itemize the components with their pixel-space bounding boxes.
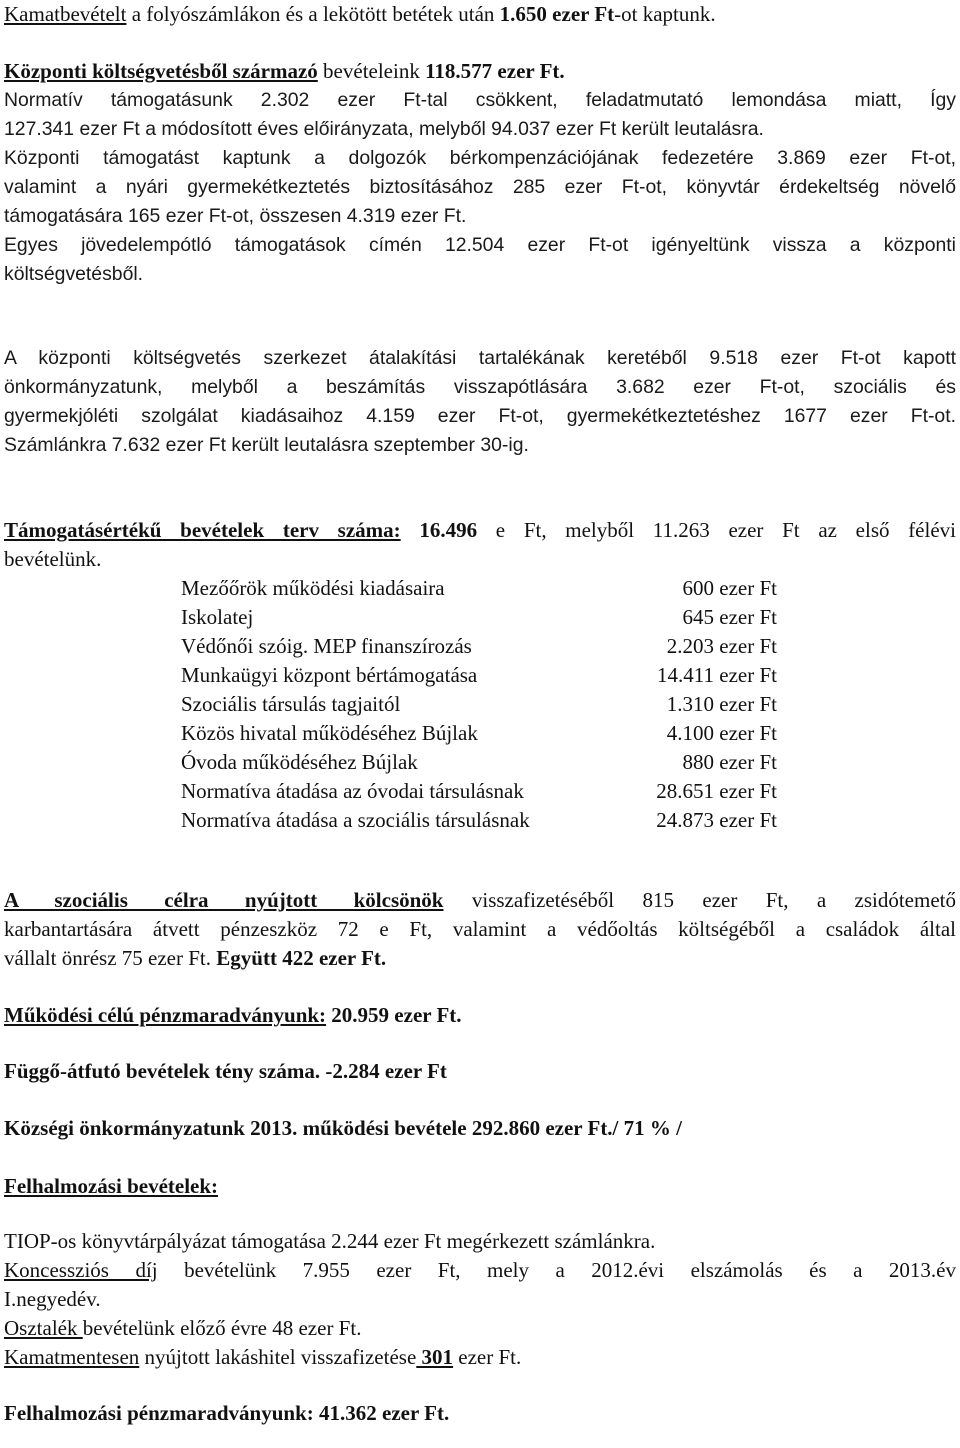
tamogatas-item-amount: 645 ezer Ft [682, 605, 777, 629]
tamogatas-heading-line [4, 516, 956, 545]
tamogatas-row [181, 632, 777, 661]
tartalek-line-4: Számlánkra 7.632 ezer Ft került leutalásra szeptember 30-ig. [4, 434, 529, 456]
tamogatas-item-amount: 24.873 ezer Ft [656, 808, 777, 832]
kolcson-line-3-text: vállalt önrész 75 ezer Ft. [4, 946, 217, 970]
tamogatas-item-label: Mezőőrök működési kiadásaira [181, 576, 445, 600]
felhalmozasi-heading: Felhalmozási bevételek: [4, 1174, 219, 1198]
tamogatas-item-amount: 880 ezer Ft [682, 750, 777, 774]
tamogatas-line-2: bevételünk. [4, 547, 102, 571]
tamogatas-row [181, 661, 777, 690]
kolcson-label: A szociális célra nyújtott kölcsönök [4, 888, 444, 912]
mukodesi-maradvany-label: Működési célú pénzmaradványunk: [4, 1003, 327, 1027]
kolcson-line-3 [4, 944, 956, 973]
jovedelem-line-1: Egyes jövedelempótló támogatások címén 12.504 ezer Ft-ot igényeltünk vissza a központi [4, 234, 956, 256]
kamat-text: a folyószámlákon és a lekötött betétek után [126, 2, 500, 26]
kolcson-line-1 [4, 886, 956, 915]
osztalek-line [4, 1314, 956, 1343]
mukodesi-maradvany [4, 1001, 956, 1030]
tiop-line: TIOP-os könyvtárpályázat támogatása 2.244 ezer Ft megérkezett számlánkra. [4, 1229, 656, 1253]
lakashitel-end: ezer Ft. [453, 1345, 522, 1369]
tamogatas-item-amount: 2.203 ezer Ft [666, 634, 777, 658]
koncesszio-label: Koncessziós díj [4, 1258, 158, 1282]
kozponti-mid: bevételeink [317, 59, 426, 83]
berkomp-line-3: támogatására 165 ezer Ft-ot, összesen 4.319 ezer Ft. [4, 205, 467, 227]
tamogatas-item-amount: 14.411 ezer Ft [657, 663, 777, 687]
tamogatas-table [181, 574, 777, 835]
lakashitel-line [4, 1343, 956, 1372]
kolcson-rest: visszafizetéséből 815 ezer Ft, a zsidótemető [443, 888, 956, 912]
fuggo-atfuto: Függő-átfutó bevételek tény száma. -2.284 ezer Ft [4, 1059, 447, 1083]
tamogatas-item-amount: 4.100 ezer Ft [666, 721, 777, 745]
tamogatas-item-label: Védőnői szóig. MEP finanszírozás [181, 634, 472, 658]
koncesszio-line-2: I.negyedév. [4, 1287, 101, 1311]
document-page [4, 0, 956, 1428]
tartalek-line-3: gyermekjóléti szolgálat kiadásaihoz 4.159 ezer Ft-ot, gyermekétkeztetéshez 1677 ezer Ft-ot. [4, 405, 956, 427]
tamogatas-item-label: Normatíva átadása a szociális társulásnak [181, 808, 530, 832]
tamogatas-item-label: Óvoda működéséhez Bújlak [181, 750, 418, 774]
tamogatas-rest: e Ft, melyből 11.263 ezer Ft az első félévi [477, 518, 956, 542]
normativ-line-2: 127.341 ezer Ft a módosított éves előirányzata, melyből 94.037 ezer Ft került leutalásra. [4, 118, 764, 140]
tamogatas-row [181, 748, 777, 777]
tamogatas-row [181, 690, 777, 719]
tamogatas-item-label: Iskolatej [181, 605, 254, 629]
berkomp-line-1: Központi támogatást kaptunk a dolgozók bérkompenzációjának fedezetére 3.869 ezer Ft-ot, [4, 147, 956, 169]
tamogatas-item-amount: 600 ezer Ft [682, 576, 777, 600]
lakashitel-amount: 301 [416, 1345, 454, 1369]
tartalek-paragraph [4, 344, 956, 460]
tamogatas-amount: 16.496 [400, 518, 478, 542]
tamogatas-item-label: Szociális társulás tagjaitól [181, 692, 401, 716]
kamat-amount: 1.650 ezer Ft [499, 2, 615, 26]
lakashitel-label: Kamatmentesen [4, 1345, 140, 1369]
koncesszio-rest: bevételünk 7.955 ezer Ft, mely a 2012.évi elszámolás és a 2013.év [157, 1258, 956, 1282]
tamogatas-row [181, 719, 777, 748]
jovedelem-line-2: költségvetésből. [4, 263, 144, 285]
felhalmozasi-maradvany: Felhalmozási pénzmaradványunk: 41.362 ezer Ft. [4, 1401, 450, 1425]
berkomp-line-2: valamint a nyári gyermekétkeztetés biztosításához 285 ezer Ft-ot, könyvtár érdekeltség növelő [4, 176, 956, 198]
osztalek-label: Osztalék [4, 1316, 83, 1340]
felhalmozasi-items [4, 1227, 956, 1372]
osztalek-rest: bevételünk előző évre 48 ezer Ft. [82, 1316, 362, 1340]
tamogatas-item-amount: 1.310 ezer Ft [666, 692, 777, 716]
normativ-line-1: Normatív támogatásunk 2.302 ezer Ft-tal csökkent, feladatmutató lemondása miatt, Így [4, 89, 956, 111]
tamogatas-row [181, 777, 777, 806]
kozsegi-mukodesi-bevetel: Községi önkormányzatunk 2013. működési bevétele 292.860 ezer Ft./ 71 % / [4, 1116, 682, 1140]
tartalek-line-2: önkormányzatunk, melyből a beszámítás visszapótlására 3.682 ezer Ft-ot, szociális és [4, 376, 956, 398]
tamogatas-section [4, 516, 956, 835]
tamogatas-item-label: Normatíva átadása az óvodai társulásnak [181, 779, 524, 803]
lakashitel-mid: nyújtott lakáshitel visszafizetése [139, 1345, 417, 1369]
kolcson-total: Együtt 422 ezer Ft. [216, 946, 387, 970]
kamat-paragraph [4, 0, 956, 29]
kozponti-heading [4, 57, 956, 86]
kozponti-label: Központi költségvetésből származó [4, 59, 318, 83]
kamat-label: Kamatbevételt [4, 2, 127, 26]
tamogatas-label: Támogatásértékű bevételek terv száma: [4, 518, 401, 542]
tamogatas-item-label: Közös hivatal működéséhez Bújlak [181, 721, 478, 745]
kozponti-amount: 118.577 ezer Ft. [425, 59, 565, 83]
tamogatas-row [181, 806, 777, 835]
kolcson-line-2: karbantartására átvett pénzeszköz 72 e Ft, valamint a védőoltás költségéből a családok által [4, 917, 956, 941]
kamat-text-end: -ot kaptunk. [614, 2, 716, 26]
kolcson-paragraph [4, 886, 956, 973]
tamogatas-item-label: Munkaügyi központ bértámogatása [181, 663, 478, 687]
tamogatas-row [181, 574, 777, 603]
mukodesi-maradvany-amount: 20.959 ezer Ft. [326, 1003, 462, 1027]
tamogatas-item-amount: 28.651 ezer Ft [656, 779, 777, 803]
tamogatas-row [181, 603, 777, 632]
kozponti-details [4, 86, 956, 289]
koncesszio-line [4, 1256, 956, 1285]
tartalek-line-1: A központi költségvetés szerkezet átalakítási tartalékának keretéből 9.518 ezer Ft-ot kapott [4, 347, 956, 369]
